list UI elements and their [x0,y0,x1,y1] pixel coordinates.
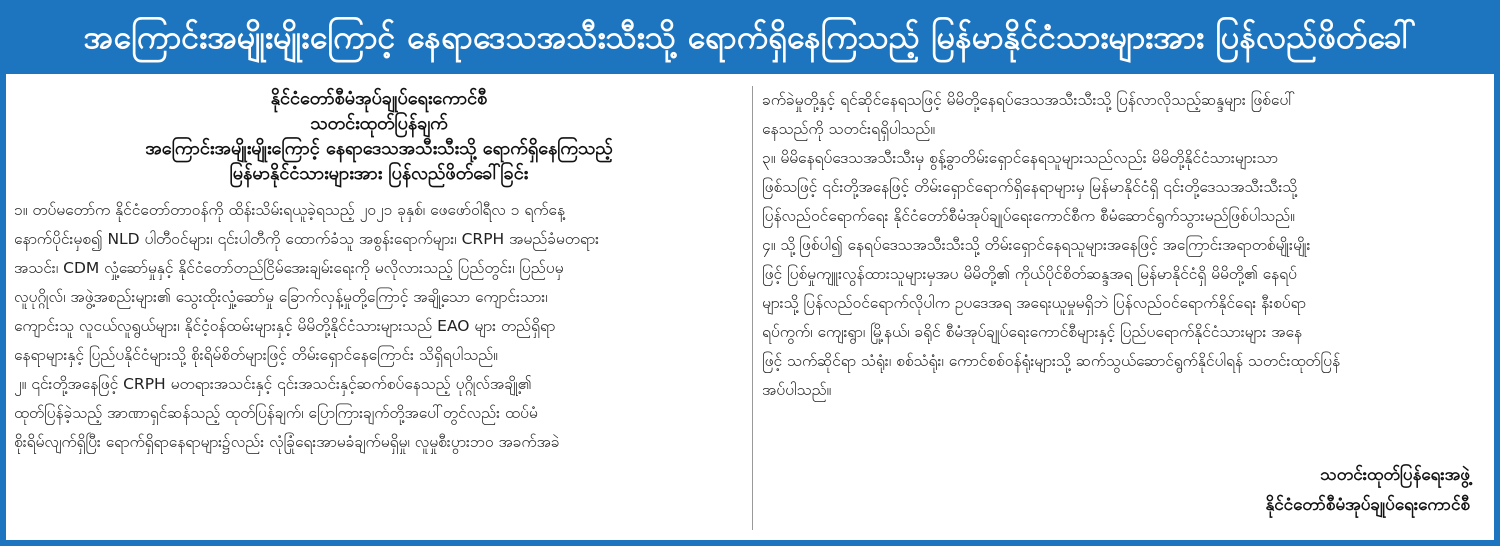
body-line: ထုတ်ပြန်ခဲ့သည့် အာဏာရှင်ဆန်သည့် ထုတ်ပြန်ချက်၊ ပြောကြားချက်တို့အပေါ်တွင်လည်း ထပ်မံ [14,404,538,422]
body-line: များသို့ ပြန်လည်ဝင်ရောက်လိုပါက ဥပဒေအရ အရေးယူမှုမရှိဘဲ ပြန်လည်ဝင်ရောက်နိုင်ရေး နီးစပ်ရာ [762,294,1306,312]
issuer-name: နိုင်ငံတော်စီမံအုပ်ချုပ်ရေးကောင်စီ [270,88,488,109]
banner [6,6,1494,74]
body-line: စိုးရိမ်လျက်ရှိပြီး ရောက်ရှိရာနေရာများ၌လည်း လုံခြုံရေးအာမခံချက်မရှိမှု၊ လူမှုစီးပွားဘဝ အခက်အခဲ [14,433,560,451]
body-line: လူပုဂ္ဂိုလ်၊ အဖွဲ့အစည်းများ၏ သွေးထိုးလှုံ့ဆော်မှု ခြောက်လှန့်မှုတို့ကြောင့် အချို့သော ကျောင်းသား၊ [14,288,548,306]
body-line: ဖြစ်သဖြင့် ၎င်းတို့အနေဖြင့် တိမ်းရှောင်ရောက်ရှိနေရာများမှ မြန်မာနိုင်ငံရှိ ၎င်းတို့ဒေသအသီးသီးသို့ [762,178,1298,196]
announcement-title-line-2: မြန်မာနိုင်ငံသားများအား ပြန်လည်ဖိတ်ခေါ်ခြင်း [229,163,529,184]
body-line: ဖြင့် သက်ဆိုင်ရာ သံရုံး၊ စစ်သံရုံး၊ ကောင်စစ်ဝန်ရုံးများသို့ ဆက်သွယ်ဆောင်ရွက်နိုင်ပါရန် သတင်းထုတ်ပြန် [762,352,1340,370]
body-line: ၃။ မိမိနေရပ်ဒေသအသီးသီးမှ စွန့်ခွာတိမ်းရှောင်နေရသူများသည်လည်း မိမိတို့နိုင်ငံသားများသာ [762,149,1278,167]
body-line: နောက်ပိုင်းမှစ၍ NLD ပါတီဝင်များ၊ ၎င်းပါတီကို ထောက်ခံသူ အစွန်းရောက်များ၊ CRPH အမည်ခံမတရား [14,230,600,248]
body-line: နေရာများနှင့် ပြည်ပနိုင်ငံများသို့ စိုးရိမ်စိတ်များဖြင့် တိမ်းရှောင်နေကြောင်း သိရှိရပါသည်။ [14,346,498,364]
right-column [762,86,1488,532]
body-line: ၁။ တပ်မတော်က နိုင်ငံတော်တာဝန်ကို ထိန်းသိမ်းရယူခဲ့ရသည့် ၂၀၂၁ ခုနှစ်၊ ဖေဖော်ဝါရီလ ၁ ရက်နေ့ [14,201,565,219]
body-line: ခက်ခဲမှုတို့နှင့် ရင်ဆိုင်နေရသဖြင့် မိမိတို့နေရပ်ဒေသအသီးသီးသို့ ပြန်လာလိုသည့်ဆန္ဒများ ဖြစ်ပေါ် [762,91,1296,109]
body-line: နေသည်ကို သတင်းရရှိပါသည်။ [762,120,936,138]
column-divider [752,86,753,530]
body-line: ကျောင်းသူ လူငယ်လူရွယ်များ၊ နိုင်ငံ့ဝန်ထမ်းများနှင့် မိမိတို့နိုင်ငံသားများသည် EAO များ တည်ရှိရာ [14,317,556,335]
body-line: ရပ်ကွက်၊ ကျေးရွာ၊ မြို့နယ်၊ ခရိုင် စီမံအုပ်ချုပ်ရေးကောင်စီများနှင့် ပြည်ပရောက်နိုင်ငံသားများ အနေ [762,323,1302,341]
announcement-type: သတင်းထုတ်ပြန်ချက် [310,113,448,134]
left-column [14,86,744,532]
body-line: အသင်း၊ CDM လှုံ့ဆော်မှုနှင့် နိုင်ငံတော်တည်ငြိမ်အေးချမ်းရေးကို မလိုလားသည့် ပြည်တွင်း၊ ပြည်ပမှ [14,259,564,277]
signature-line-2: နိုင်ငံတော်စီမံအုပ်ချုပ်ရေးကောင်စီ [1265,495,1470,515]
body-line: အပ်ပါသည်။ [762,381,832,399]
signature-block [1265,460,1470,520]
left-body-text [14,196,744,457]
body-line: ၄။ သို့ဖြစ်ပါ၍ နေရပ်ဒေသအသီးသီးသို့ တိမ်းရှောင်နေရသူများအနေဖြင့် အကြောင်းအရာတစ်မျိုးမျိုး [762,236,1311,254]
body-line: ဖြင့် ပြစ်မှုကျူးလွန်ထားသူများမှအပ မိမိတို့၏ ကိုယ်ပိုင်စိတ်ဆန္ဒအရ မြန်မာနိုင်ငံရှိ မိမိတို့၏ နေရပ် [762,265,1297,283]
body-line: ပြန်လည်ဝင်ရောက်ရေး နိုင်ငံတော်စီမံအုပ်ချုပ်ရေးကောင်စီက စီမံဆောင်ရွက်သွားမည်ဖြစ်ပါသည်။ [762,207,1295,225]
signature-line-1: သတင်းထုတ်ပြန်ရေးအဖွဲ့ [1320,465,1470,485]
announcement-title-line-1: အကြောင်းအမျိုးမျိုးကြောင့် နေရာဒေသအသီးသီးသို့ ရောက်ရှိနေကြသည့် [145,138,613,159]
body-line: ၂။ ၎င်းတို့အနေဖြင့် CRPH မတရားအသင်းနှင့် ၎င်းအသင်းနှင့်ဆက်စပ်နေသည့် ပုဂ္ဂိုလ်အချို့၏ [14,375,532,393]
right-body-text [762,86,1488,405]
announcement-headline [14,86,744,186]
banner-title: အကြောင်းအမျိုးမျိုးကြောင့် နေရာဒေသအသီးသီးသို့ ရောက်ရှိနေကြသည့် မြန်မာနိုင်ငံသားများအား ပြန်လည်ဖိတ်ခေါ် [83,18,1417,56]
